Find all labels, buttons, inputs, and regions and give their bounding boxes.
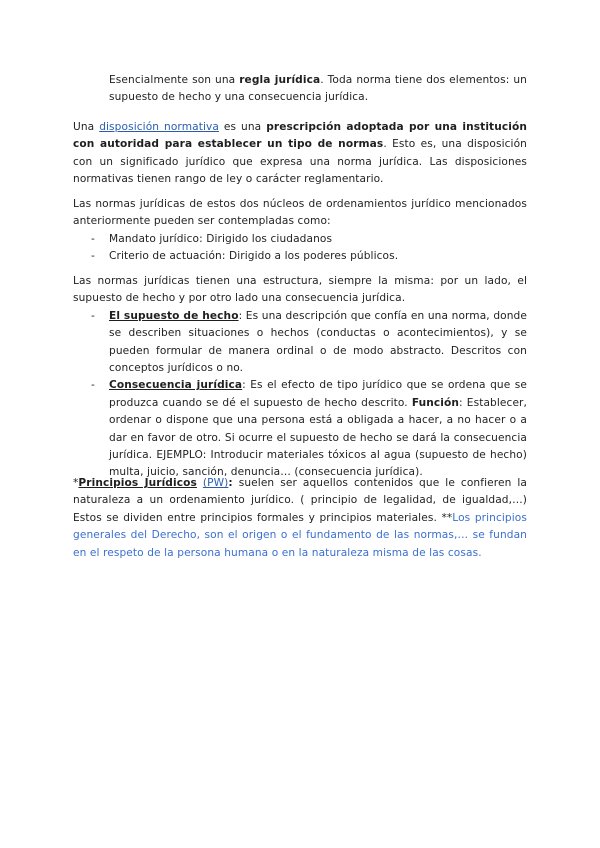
text: :	[228, 477, 233, 489]
pw-link[interactable]: (PW)	[202, 477, 229, 489]
intro-text: Las normas jurídicas tienen una estructura, siempre la misma: por un lado, el supuesto de hecho y por otro lado una consecuencia jurídica.	[73, 275, 527, 305]
blue-note: Los principios generales del Derecho, son el origen o el fundamento de las normas,… se fundan en el respeto de la persona humana o en la naturaleza misma de las cosas.	[73, 511, 527, 559]
paragraph-disposicion-normativa	[73, 119, 527, 189]
text: : Es el efecto de tipo jurídico que se ordena que se produzca cuando se dé el supuesto de hecho descrito.	[109, 379, 527, 409]
bold-definition: prescripción adoptada por una institución con autoridad para establecer un tipo de normas	[73, 121, 527, 151]
bold-term: Función	[411, 396, 460, 409]
paragraph-regla-juridica	[109, 72, 527, 107]
text: es una	[218, 121, 267, 133]
text: : Es una descripción que confía en una norma, donde se describen situaciones o hechos (conductas o acontecimientos), y se pueden formular de manera ordinal o de modo abstracto. Descritos con conceptos jurídicos o no.	[109, 309, 527, 375]
list-item-consecuencia	[73, 377, 527, 481]
intro-text: Las normas jurídicas de estos dos núcleos de ordenamientos jurídico mencionados anteriormente pueden ser contempladas como:	[73, 198, 527, 228]
paragraph-estructura	[73, 273, 527, 482]
disposicion-normativa-link[interactable]: disposición normativa	[99, 121, 219, 133]
list-item: - Mandato jurídico: Dirigido los ciudadanos	[73, 231, 527, 248]
paragraph-principios	[73, 475, 527, 562]
list-item: - Criterio de actuación: Dirigido a los poderes públicos.	[73, 248, 527, 265]
text: . Toda norma tiene dos elementos: un supuesto de hecho y una consecuencia jurídica.	[109, 74, 527, 104]
text: suelen ser aquellos contenidos que le confieren la naturaleza a un ordenamiento jurídico. ( principio de legalidad, de igualdad,…) Estos se dividen entre principios formales y principios materiales. **	[73, 477, 527, 524]
bold-term: regla jurídica	[239, 74, 321, 86]
supuesto-title: El supuesto de hecho	[109, 309, 239, 322]
dash-list	[73, 308, 527, 482]
text: *	[73, 477, 79, 489]
text: Esencialmente son una	[109, 74, 240, 86]
text: Una	[73, 121, 100, 133]
consecuencia-title: Consecuencia jurídica	[109, 379, 243, 392]
list-item-supuesto	[73, 308, 527, 378]
paragraph-contempladas	[73, 196, 527, 266]
principios-title: Principios Jurídicos	[78, 477, 197, 489]
text: : Establecer, ordenar o dispone que una persona está a obligada a hacer, a no hacer o a dar en favor de otro. Si ocurre el supuesto de hecho se dará la consecuencia jurídica. EJEMPLO: Introducir materiales tóxicos al agua (supuesto de hecho) multa, juicio, sanción, denuncia… (consecuencia jurídica).	[109, 396, 527, 479]
dash-list	[73, 231, 527, 266]
text: . Esto es, una disposición con un significado jurídico que expresa una norma jurídica. Las disposiciones normativas tienen rango de ley o carácter reglamentario.	[73, 138, 527, 186]
